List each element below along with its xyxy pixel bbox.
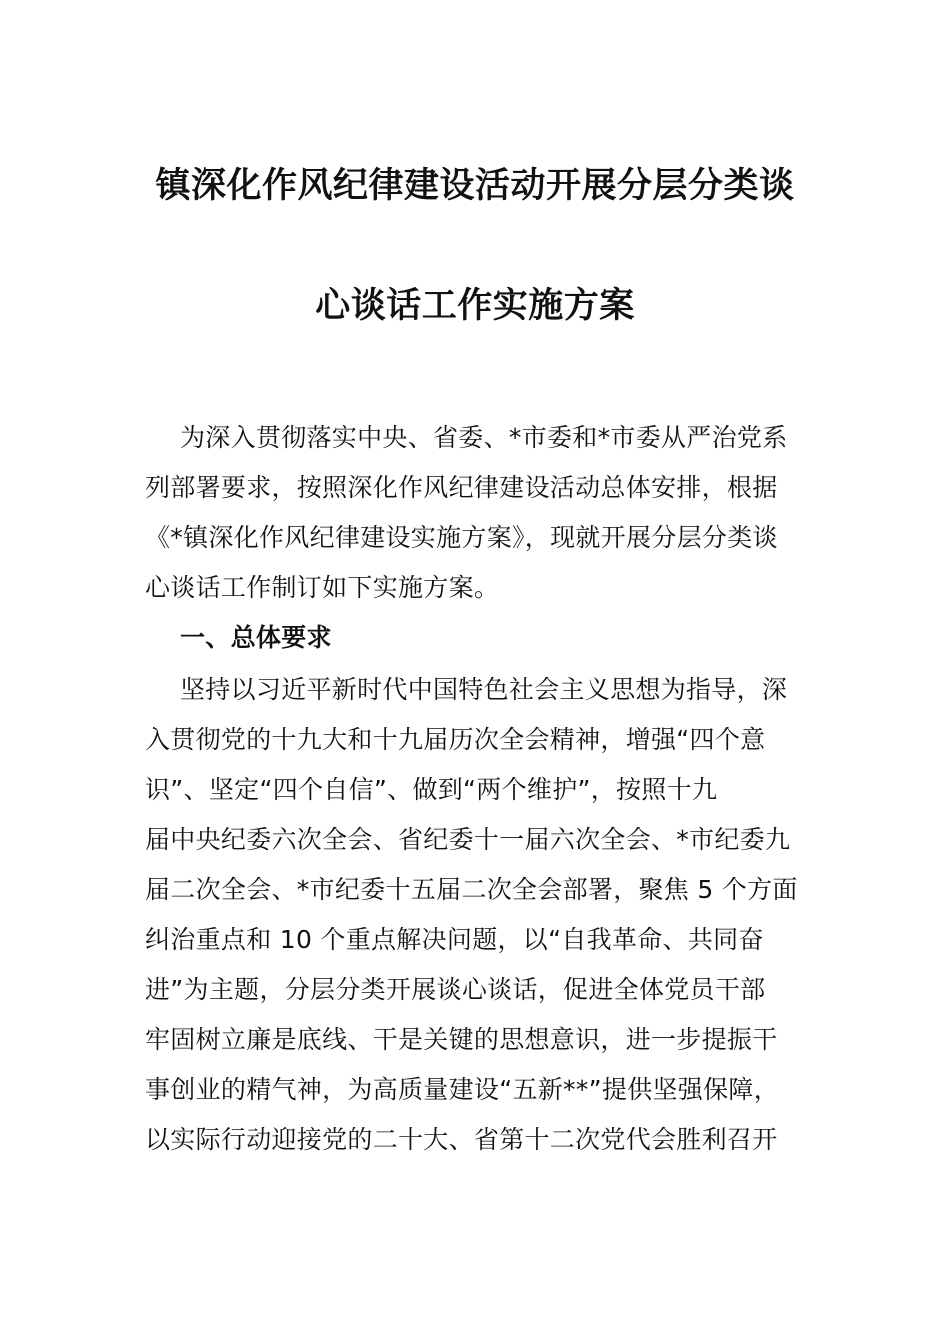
section1-line-5: 届二次全会、*市纪委十五届二次全会部署，聚焦 5 个方面 (145, 875, 798, 904)
section-heading-1: 一、总体要求 (180, 623, 332, 652)
intro-line-1: 为深入贯彻落实中央、省委、*市委和*市委从严治党系 (180, 423, 788, 452)
section1-line-1: 坚持以习近平新时代中国特色社会主义思想为指导，深 (180, 675, 788, 704)
intro-line-4: 心谈话工作制订如下实施方案。 (145, 573, 500, 602)
section1-line-7: 进”为主题，分层分类开展谈心谈话，促进全体党员干部 (145, 975, 766, 1004)
section1-line-8: 牢固树立廉是底线、干是关键的思想意识，进一步提振干 (145, 1025, 778, 1054)
document-title-line-1: 镇深化作风纪律建设活动开展分层分类谈 (155, 166, 795, 206)
section1-line-3: 识”、坚定“四个自信”、做到“两个维护”，按照十九 (145, 775, 718, 804)
section1-line-9: 事创业的精气神，为高质量建设“五新**”提供坚强保障， (145, 1075, 780, 1104)
intro-line-2: 列部署要求，按照深化作风纪律建设活动总体安排，根据 (145, 473, 778, 502)
section1-line-4: 届中央纪委六次全会、省纪委十一届六次全会、*市纪委九 (145, 825, 791, 854)
section1-line-6: 纠治重点和 10 个重点解决问题，以“自我革命、共同奋 (145, 925, 764, 954)
intro-line-3: 《*镇深化作风纪律建设实施方案》，现就开展分层分类谈 (145, 523, 778, 552)
section1-line-10: 以实际行动迎接党的二十大、省第十二次党代会胜利召开 (145, 1125, 778, 1154)
section1-line-2: 入贯彻党的十九大和十九届历次全会精神，增强“四个意 (145, 725, 766, 754)
document-title-line-2: 心谈话工作实施方案 (315, 286, 635, 326)
